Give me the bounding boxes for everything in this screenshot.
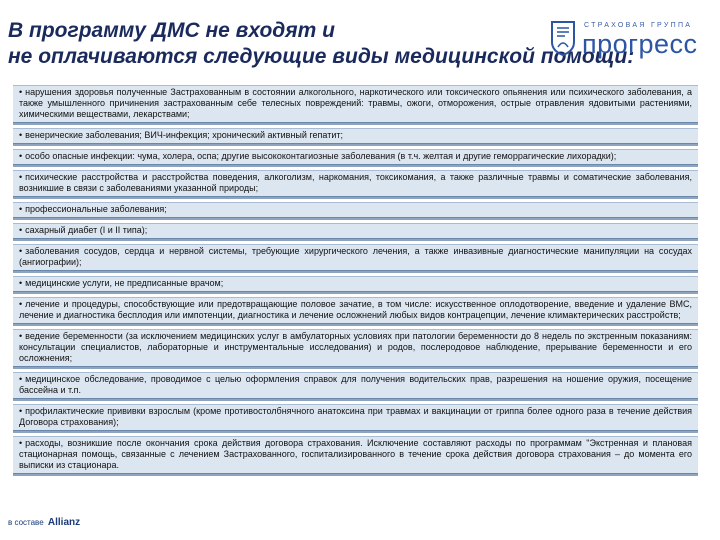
list-item-text: сахарный диабет (I и II типа); xyxy=(25,225,148,235)
list-item xyxy=(13,223,698,239)
exclusions-list xyxy=(13,85,698,479)
list-item-text: ведение беременности (за исключением медицинских услуг в амбулаторных условиях при патологии беременности до 8 недель по экстренным показаниям: консультации специалистов, лабораторные и инструментальные исследования) и родов, послеродовое наблюдение, прерывание беременности и его осложнения; xyxy=(19,331,692,363)
bullet-icon: • xyxy=(19,278,23,288)
footer-prefix: в составе xyxy=(8,518,44,527)
bullet-icon: • xyxy=(19,438,23,448)
list-item-text: медицинские услуги, не предписанные врачом; xyxy=(25,278,224,288)
title-line-2: не оплачиваются следующие виды медицинской помощи: xyxy=(8,45,635,68)
bullet-icon: • xyxy=(19,151,23,161)
bullet-icon: • xyxy=(19,172,23,182)
list-item-text: профессиональные заболевания; xyxy=(25,204,167,214)
bullet-icon: • xyxy=(19,299,23,309)
list-item xyxy=(13,329,698,367)
company-logo xyxy=(550,20,720,62)
list-item xyxy=(13,85,698,123)
bullet-icon: • xyxy=(19,204,23,214)
list-item-text: психические расстройства и расстройства поведения, алкоголизм, наркомания, токсикомания, а также различные травмы и соматические заболевания, возникшие в связи с заболеваниями указанной природы; xyxy=(19,172,692,193)
bullet-icon: • xyxy=(19,130,23,140)
logo-name: прогресс xyxy=(582,29,698,59)
list-item xyxy=(13,128,698,144)
bullet-icon: • xyxy=(19,374,23,384)
shield-logo-icon xyxy=(550,20,576,56)
title-line-1: В программу ДМС не входят и xyxy=(8,19,335,42)
list-item xyxy=(13,276,698,292)
list-item-text: профилактические прививки взрослым (кроме противостолбнячного анатоксина при травмах и вакцинации от гриппа более одного раза в течение действия Договора страхования); xyxy=(19,406,692,427)
list-item xyxy=(13,170,698,197)
list-item-text: заболевания сосудов, сердца и нервной системы, требующие хирургического лечения, а также инвазивные диагностические манипуляции на сосудах (ангиографии); xyxy=(19,246,692,267)
list-item xyxy=(13,436,698,474)
list-item xyxy=(13,372,698,399)
list-item-text: расходы, возникшие после окончания срока действия договора страхования. Исключение составляют расходы по программам "Экстренная и плановая стационарная помощь, связанные с лечением Застрахованного, госпитализированного в течение срока действия договора страхования – до момента его выписки из стационара. xyxy=(19,438,692,470)
logo-tagline: СТРАХОВАЯ ГРУППА xyxy=(584,22,693,29)
list-item-text: венерические заболевания; ВИЧ-инфекция; хронический активный гепатит; xyxy=(25,130,343,140)
bullet-icon: • xyxy=(19,225,23,235)
bullet-icon: • xyxy=(19,246,23,256)
list-item-text: медицинское обследование, проводимое с целью оформления справок для получения водительских прав, разрешения на ношение оружия, посещение бассейна и т.п. xyxy=(19,374,692,395)
list-item-text: особо опасные инфекции: чума, холера, оспа; другие высококонтагиозные заболевания (в т.ч. желтая и другие геморрагические лихорадки); xyxy=(25,151,617,161)
bullet-icon: • xyxy=(19,331,23,341)
list-item xyxy=(13,297,698,324)
list-item-text: лечение и процедуры, способствующие или предотвращающие половое зачатие, в том числе: искусственное оплодотворение, введение и удаление ВМС, лечение и диагностика бесплодия или импотенции, диагностика и лечение осложнений любых видов контрацепции, лечение климактерических расстройств; xyxy=(19,299,692,320)
list-item xyxy=(13,244,698,271)
bullet-icon: • xyxy=(19,87,23,97)
bullet-icon: • xyxy=(19,406,23,416)
list-item xyxy=(13,202,698,218)
footer xyxy=(8,517,80,528)
list-item xyxy=(13,404,698,431)
footer-brand: Allianz xyxy=(47,517,81,528)
list-item-text: нарушения здоровья полученные Застрахованным в состоянии алкогольного, наркотического или токсического опьянения или психического заболевания, а также умышленного причинения застрахованным себе телесных повреждений: травмы, ожоги, отморожения, острые отравления ядовитыми растениями, химическими веществами, лекарствами; xyxy=(19,87,692,119)
list-item xyxy=(13,149,698,165)
